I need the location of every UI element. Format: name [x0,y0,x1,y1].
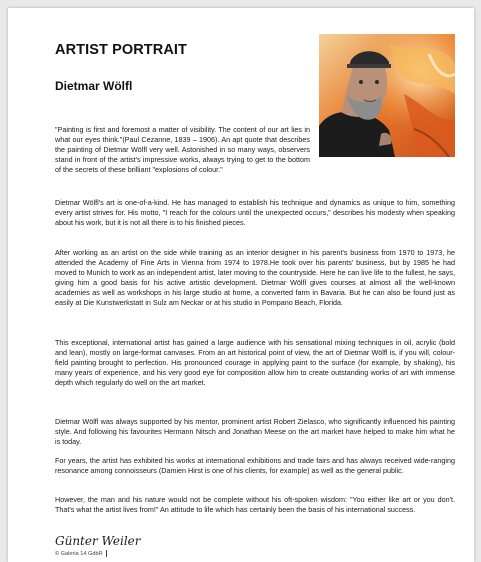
paragraph-6: For years, the artist has exhibited his works at international exhibitions and trade fairs and has always received wide-ranging resonance among connoisseurs (Damien Hirst is one of his clients, for example) as well as the general public. [55,456,455,475]
artist-photo [319,34,455,157]
paragraph-3: After working as an artist on the side while training as an interior designer in his parent's business from 1970 to 1973, he attended the Academy of Fine Arts in Vienna from 1974 to 1978.He took over his parents' business, but by 1985 he had moved to Munich to work as an independent artist, later moving to the countryside. Here he can live life to the fullest, he says, giving him a good basis for his active artistic development. Dietmar Wölfl gives courses at almost all the well-known academies as well as workshops in his large studio at home, a converted farm in Bavaria. But he can also be found just as easily at Die Kunstwerkstatt in Sulz am Neckar or at his studio in Pompano Beach, Florida. [55,248,455,307]
page-title: ARTIST PORTRAIT [55,42,187,58]
paragraph-intro: "Painting is first and foremost a matter of visibility. The content of our art lies in what our eyes think."(Paul Cezanne, 1839 – 1906). An apt quote that describes the painting of Dietmar Wölfl very well. Astonished in so many ways, observers stand in front of the artist's impressive works, always trying to get to the bottom of the secrets of these brilliant "explosions of colour." [55,125,310,174]
text-cursor [106,550,107,557]
paragraph-7: However, the man and his nature would not be complete without his oft-spoken wisdom: "You either like art or you don't. That's what the artist lives from!" An attitude to life which has certainly been the basis of his international success. [55,495,455,514]
copyright-text: © Galeria 14 GdbR [55,550,103,557]
artist-name: Dietmar Wölfl [55,79,133,93]
paragraph-2: Dietmar Wölfl's art is one-of-a-kind. He has managed to establish his technique and dynamics as unique to him, something every artist strives for. His motto, "I reach for the colours until the unexpected occurs," describes his modesty when speaking about his work, but it is not all there is to his finished pieces. [55,198,455,227]
document-page [8,8,474,562]
paragraph-4: This exceptional, international artist has gained a large audience with his sensational mixing techniques in oil, acrylic (bold and lean), mostly on large-format canvases. From an art historical point of view, the art of Dietmar Wölfl is, if you will, colour-field painting brought to perfection. His pronounced courage in applying paint to the surface (for example, by shaking), his many years of experience, and his very good eye for composition allow him to create outstanding works of art with immense depth which regularly do well on the art market. [55,338,455,387]
paragraph-5: Dietmar Wölfl was always supported by his mentor, prominent artist Robert Zielasco, who significantly influenced his painting style. And following his favourites Hermann Nitsch and Jonathan Meese on the art market have helped to make him what he is today. [55,417,455,446]
author-signature: Günter Weiler [55,534,141,548]
copyright-line [55,550,106,557]
